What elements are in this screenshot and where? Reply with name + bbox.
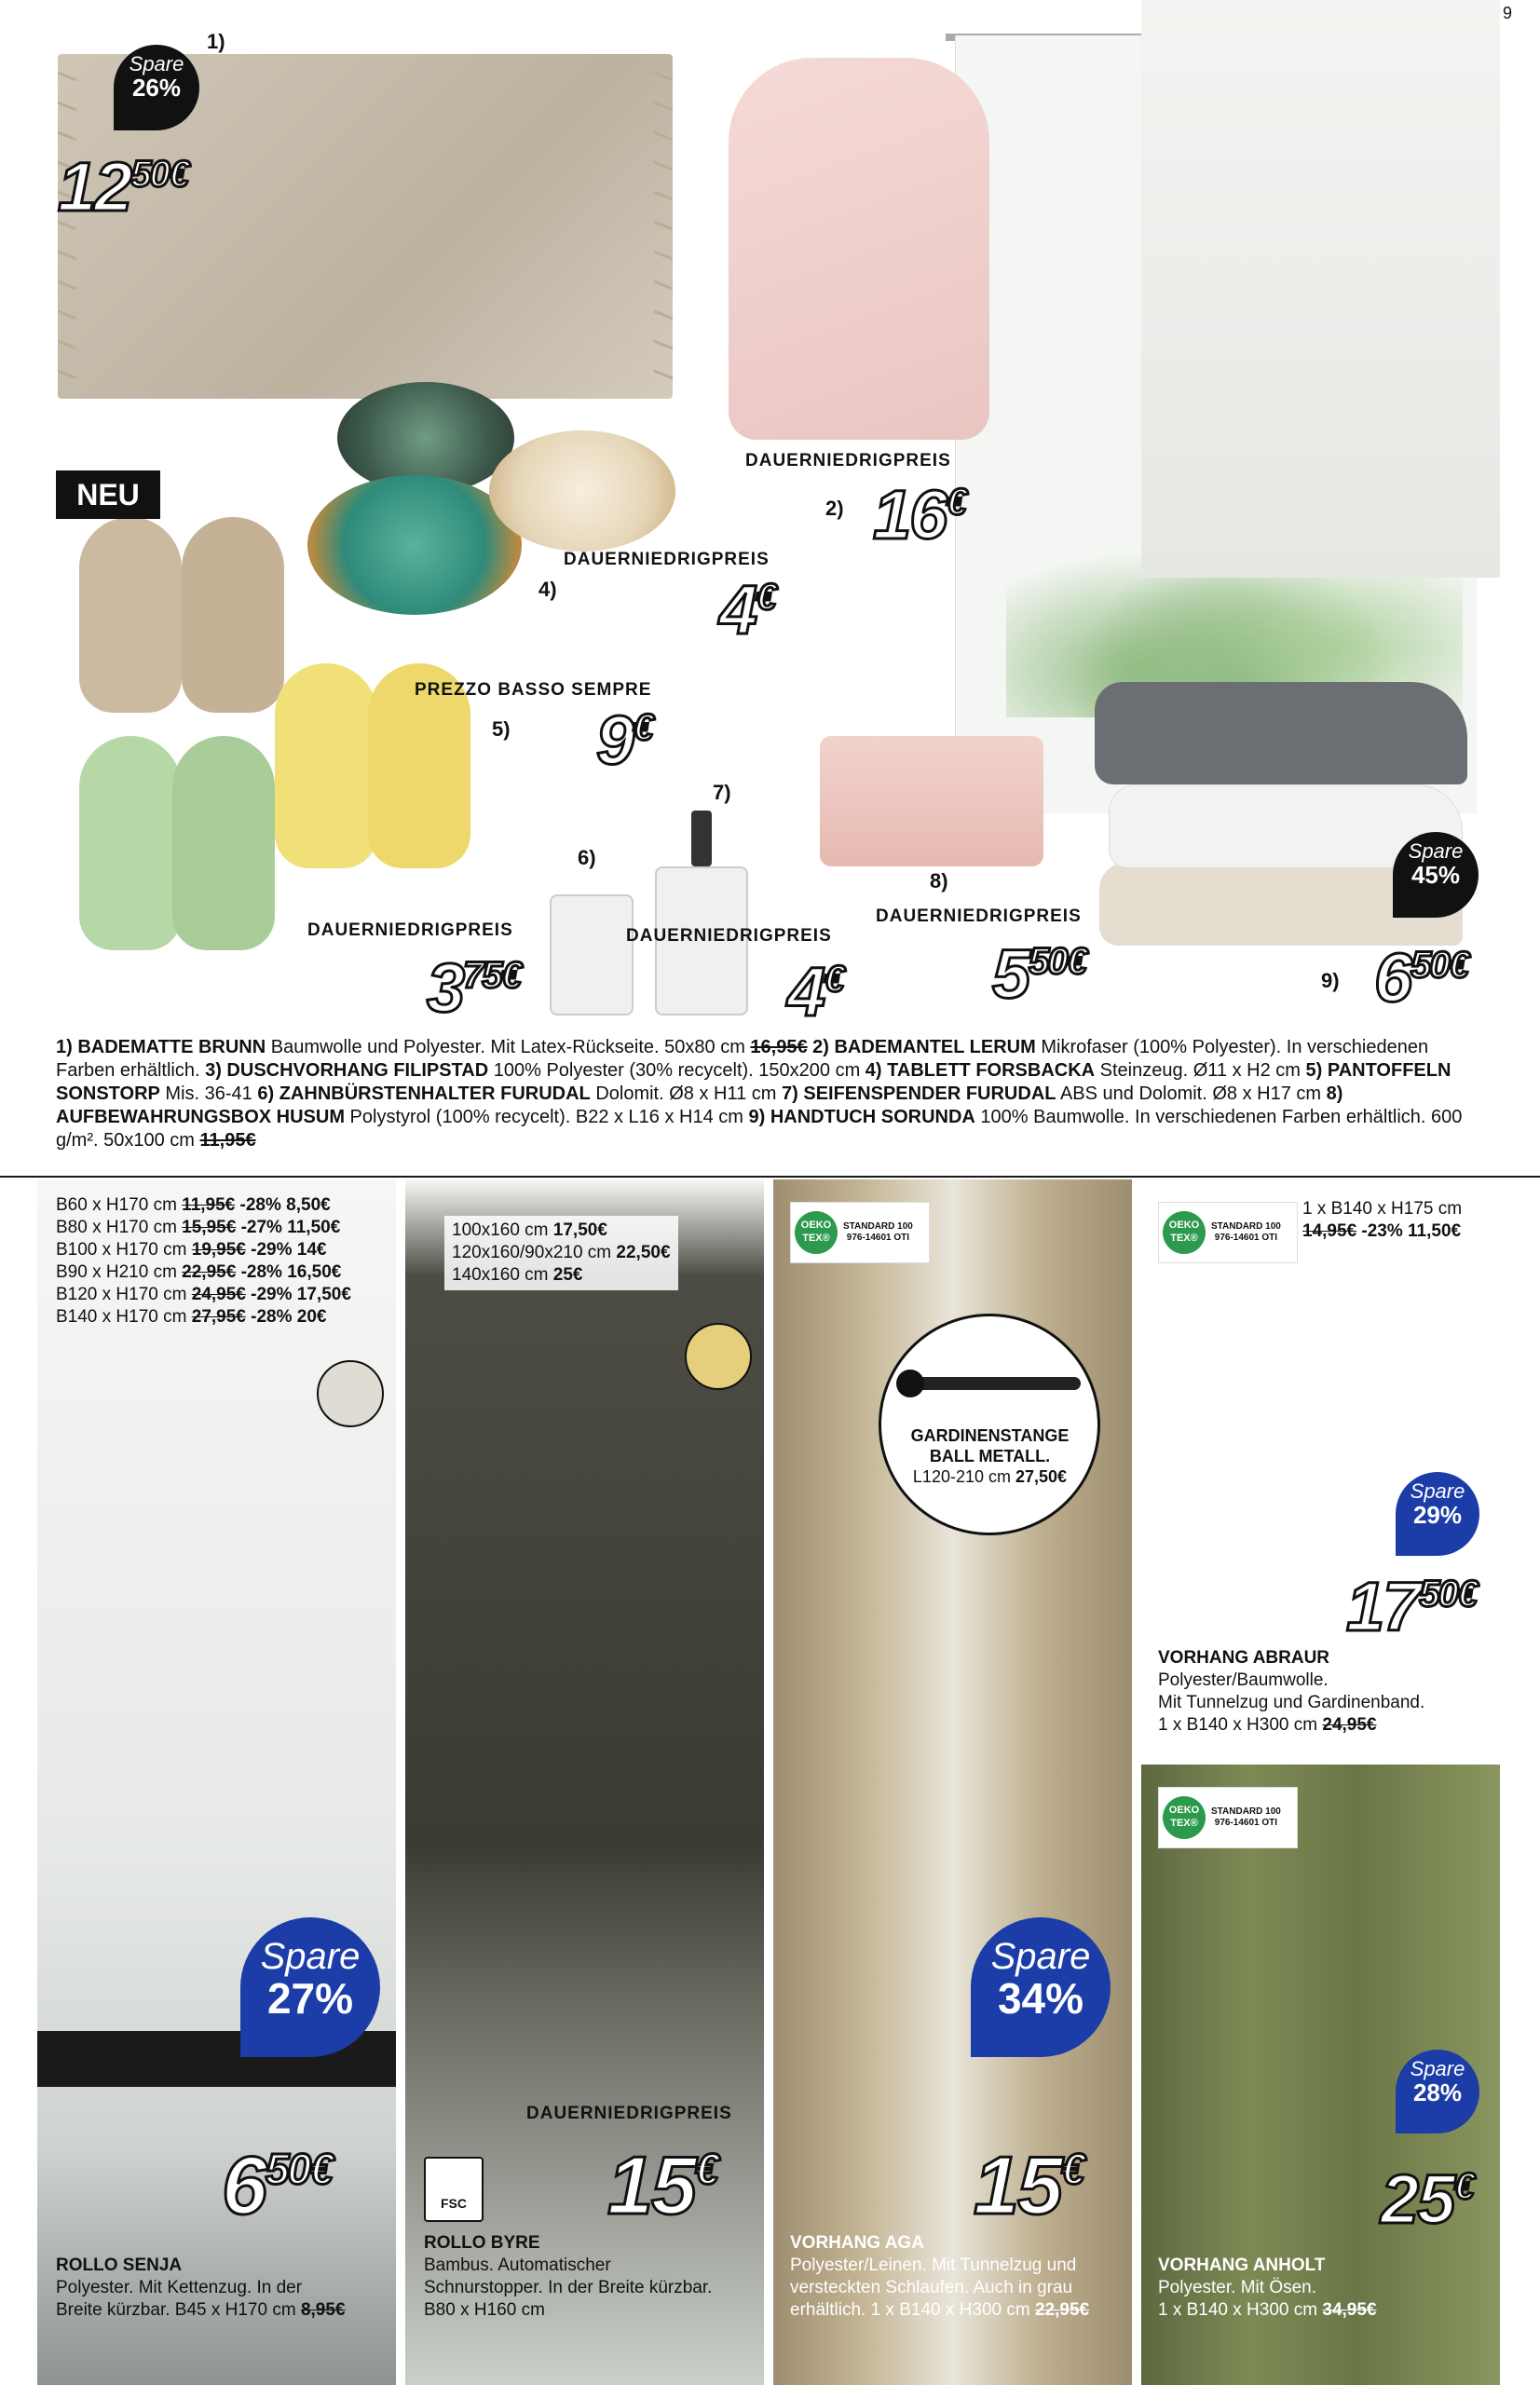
senja-discount-badge bbox=[240, 1917, 380, 2057]
fringe-strand bbox=[58, 132, 76, 140]
size: B60 x H170 cm bbox=[56, 1195, 183, 1215]
tray-price-int: 4 bbox=[719, 571, 756, 648]
spare-word: Spare bbox=[1410, 2057, 1465, 2080]
size: B100 x H170 cm bbox=[56, 1240, 192, 1260]
senja-size-row bbox=[56, 1217, 351, 1239]
price: 22,50€ bbox=[616, 1243, 671, 1262]
byre-line-3: B80 x H160 cm bbox=[424, 2300, 545, 2320]
aga-line-2: versteckten Schlaufen. Auch in grau bbox=[790, 2278, 1073, 2297]
towel-price-frac: 50€ bbox=[1411, 945, 1467, 986]
desc-name-6: 6) ZAHNBÜRSTENHALTER FURUDAL bbox=[252, 1083, 591, 1104]
fringe-strand bbox=[654, 102, 673, 110]
price: 17,50€ bbox=[552, 1220, 607, 1240]
slipper-beige-right[interactable] bbox=[182, 517, 284, 713]
fringe-strand bbox=[58, 102, 76, 110]
curtain-rod-ball bbox=[896, 1370, 924, 1397]
tray-price-frac: € bbox=[756, 577, 775, 618]
fringe-strand bbox=[58, 341, 76, 348]
aga-line-1: Polyester/Leinen. Mit Tunnelzug und bbox=[790, 2256, 1077, 2275]
dispenser-price-frac: € bbox=[824, 959, 843, 1000]
fringe-strand bbox=[58, 73, 76, 80]
abraur-line-1: Polyester/Baumwolle. bbox=[1158, 1670, 1329, 1690]
oeko-tex-label-abraur bbox=[1158, 1202, 1298, 1263]
fringe-strand bbox=[654, 222, 673, 229]
size: 140x160 cm bbox=[452, 1265, 553, 1285]
rug-price-int: 12 bbox=[58, 148, 131, 225]
size: B120 x H170 cm bbox=[56, 1285, 192, 1304]
deal: -29% 14€ bbox=[245, 1240, 327, 1260]
abraur-price-frac: 50€ bbox=[1419, 1574, 1477, 1615]
byre-line-2: Schnurstopper. In der Breite kürzbar. bbox=[424, 2278, 713, 2297]
fringe-strand bbox=[654, 281, 673, 289]
box-label: DAUERNIEDRIGPREIS bbox=[876, 906, 1082, 926]
senja-size-row bbox=[56, 1261, 351, 1284]
abraur-name: VORHANG ABRAUR bbox=[1158, 1648, 1330, 1668]
byre-name: ROLLO BYRE bbox=[424, 2233, 540, 2253]
curtain-rod-info bbox=[890, 1425, 1090, 1487]
tray-cream-image[interactable] bbox=[489, 430, 675, 552]
slipper-yellow-left[interactable] bbox=[275, 663, 377, 868]
fringe-strand bbox=[654, 73, 673, 80]
page-number: 9 bbox=[1502, 4, 1512, 22]
abraur-top-info bbox=[1302, 1198, 1462, 1243]
holder-price bbox=[427, 948, 520, 1028]
anholt-line-2: 1 x B140 x H300 cm bbox=[1158, 2300, 1323, 2320]
old-price: 19,95€ bbox=[191, 1240, 246, 1260]
fringe-strand bbox=[654, 132, 673, 140]
abraur-price bbox=[1346, 1567, 1476, 1646]
byre-size-row bbox=[452, 1242, 671, 1264]
senja-size-row bbox=[56, 1284, 351, 1306]
anholt-price-frac: € bbox=[1453, 2166, 1473, 2207]
oeko-code: 976-14601 OTI bbox=[1214, 1233, 1278, 1243]
senja-price-int: 6 bbox=[222, 2139, 266, 2231]
desc-old-1: 16,95€ bbox=[750, 1037, 808, 1057]
tray-label: DAUERNIEDRIGPREIS bbox=[564, 550, 770, 569]
fringe-strand bbox=[654, 192, 673, 199]
senja-size-row bbox=[56, 1306, 351, 1329]
desc-text-6: Dolomit. Ø8 x H11 cm bbox=[590, 1083, 777, 1104]
section-divider bbox=[0, 1176, 1540, 1178]
byre-label: DAUERNIEDRIGPREIS bbox=[526, 2104, 732, 2123]
towel-grey-image[interactable] bbox=[1095, 682, 1467, 784]
anholt-old-price: 34,95€ bbox=[1322, 2300, 1377, 2320]
rug-price-frac: 50€ bbox=[130, 154, 188, 195]
marker-9: 9) bbox=[1321, 969, 1340, 992]
curtain-rod-inset bbox=[879, 1314, 1100, 1535]
byre-price-frac: € bbox=[694, 2145, 717, 2193]
oeko-tex-logo: OEKO TEX® bbox=[795, 1211, 838, 1254]
holder-price-frac: 75€ bbox=[463, 955, 520, 996]
byre-size-row bbox=[452, 1264, 671, 1287]
desc-text-1: Baumwolle und Polyester. Mit Latex-Rückseite. 50x80 cm bbox=[266, 1037, 751, 1057]
byre-size-list bbox=[444, 1216, 678, 1290]
old-price: 22,95€ bbox=[182, 1262, 237, 1282]
vorhang-abraur-image[interactable] bbox=[1141, 0, 1500, 578]
towel-discount-badge bbox=[1393, 832, 1479, 918]
fringe-strand bbox=[58, 252, 76, 259]
desc-text-7: ABS und Dolomit. Ø8 x H17 cm bbox=[1056, 1083, 1322, 1104]
aga-info bbox=[790, 2232, 1089, 2322]
slipper-beige-left[interactable] bbox=[79, 517, 182, 713]
rod-size: L120-210 cm bbox=[912, 1467, 1015, 1486]
senja-fabric-swatch bbox=[317, 1360, 384, 1427]
oeko-tex-label-anholt bbox=[1158, 1787, 1298, 1848]
deal: -28% 8,50€ bbox=[235, 1195, 331, 1215]
fringe-strand bbox=[58, 371, 76, 378]
deal: -27% 11,50€ bbox=[236, 1218, 341, 1237]
rug-discount-badge bbox=[114, 45, 199, 130]
aga-price-frac: € bbox=[1060, 2145, 1083, 2193]
desc-name-1: 1) BADEMATTE BRUNN bbox=[56, 1037, 266, 1057]
dispenser-price-int: 4 bbox=[787, 953, 825, 1030]
dispenser-pump bbox=[691, 811, 712, 866]
desc-name-3: 3) DUSCHVORHANG FILIPSTAD bbox=[199, 1060, 489, 1081]
fringe-strand bbox=[654, 371, 673, 378]
abraur-discount-pct: 29% bbox=[1412, 1501, 1463, 1529]
desc-name-9: 9) HANDTUCH SORUNDA bbox=[743, 1107, 975, 1127]
robe-price-int: 16 bbox=[873, 476, 947, 553]
byre-line-1: Bambus. Automatischer bbox=[424, 2256, 611, 2275]
desc-old-9: 11,95€ bbox=[199, 1130, 256, 1151]
deal: -28% 16,50€ bbox=[236, 1262, 342, 1282]
towel-price bbox=[1374, 938, 1467, 1017]
abraur-top-old: 14,95€ bbox=[1302, 1221, 1357, 1241]
senja-old-price: 8,95€ bbox=[300, 2300, 346, 2320]
fringe-strand bbox=[654, 252, 673, 259]
byre-info bbox=[424, 2232, 712, 2322]
dispenser-label: DAUERNIEDRIGPREIS bbox=[626, 926, 832, 946]
oeko-tex-logo: OEKO TEX® bbox=[1163, 1211, 1206, 1254]
senja-line-2: Breite kürzbar. B45 x H170 cm bbox=[56, 2300, 301, 2320]
anholt-discount-badge bbox=[1396, 2050, 1479, 2133]
abraur-price-int: 17 bbox=[1346, 1568, 1420, 1645]
box-price bbox=[992, 934, 1085, 1014]
size: B140 x H170 cm bbox=[56, 1307, 192, 1327]
size: B80 x H170 cm bbox=[56, 1218, 183, 1237]
robe-label: DAUERNIEDRIGPREIS bbox=[745, 451, 951, 470]
slipper-green-right[interactable] bbox=[172, 736, 275, 950]
deal: -29% 17,50€ bbox=[245, 1285, 351, 1304]
marker-1: 1) bbox=[207, 30, 225, 53]
desc-text-4: Steinzeug. Ø11 x H2 cm bbox=[1095, 1060, 1301, 1081]
aga-price bbox=[974, 2138, 1083, 2233]
aga-discount-badge bbox=[971, 1917, 1111, 2057]
marker-7: 7) bbox=[713, 781, 731, 804]
oeko-code: 976-14601 OTI bbox=[1214, 1818, 1278, 1828]
box-price-frac: 50€ bbox=[1029, 941, 1085, 982]
senja-size-row bbox=[56, 1194, 351, 1217]
senja-price bbox=[222, 2138, 332, 2233]
fringe-strand bbox=[58, 311, 76, 319]
oeko-standard: STANDARD 100 bbox=[1211, 1221, 1281, 1232]
byre-price bbox=[607, 2138, 716, 2233]
size: B90 x H210 cm bbox=[56, 1262, 183, 1282]
marker-4: 4) bbox=[538, 578, 557, 601]
oeko-standard: STANDARD 100 bbox=[1211, 1806, 1281, 1817]
toothbrush-holder-image[interactable] bbox=[550, 894, 634, 1015]
anholt-info bbox=[1158, 2255, 1377, 2322]
byre-size-row bbox=[452, 1220, 671, 1242]
marker-8: 8) bbox=[930, 869, 948, 893]
towel-price-int: 6 bbox=[1374, 939, 1411, 1016]
fringe-strand bbox=[654, 162, 673, 170]
aga-price-int: 15 bbox=[974, 2139, 1061, 2231]
oeko-tex-logo: OEKO TEX® bbox=[1163, 1796, 1206, 1839]
senja-discount-pct: 27% bbox=[266, 1974, 354, 2023]
slippers-price-int: 9 bbox=[596, 702, 634, 779]
senja-name: ROLLO SENJA bbox=[56, 2256, 183, 2275]
storage-box-image[interactable] bbox=[820, 736, 1043, 866]
senja-line-1: Polyester. Mit Kettenzug. In der bbox=[56, 2278, 303, 2297]
marker-2: 2) bbox=[825, 497, 844, 520]
desc-name-8: 8) AUFBEWAHRUNGSBOX HUSUM bbox=[56, 1083, 1343, 1127]
old-price: 11,95€ bbox=[182, 1195, 236, 1215]
product-descriptions bbox=[56, 1036, 1491, 1152]
spare-word: Spare bbox=[1408, 839, 1464, 863]
byre-price-int: 15 bbox=[607, 2139, 695, 2231]
marker-5: 5) bbox=[492, 717, 511, 741]
aga-old-price: 22,95€ bbox=[1034, 2300, 1090, 2320]
desc-name-5: 5) PANTOFFELN SONSTORP bbox=[56, 1060, 1451, 1104]
desc-text-2: Mikrofaser (100% Polyester). In verschiedenen Farben erhältlich. bbox=[56, 1037, 1429, 1081]
abraur-discount-badge bbox=[1396, 1472, 1479, 1556]
old-price: 15,95€ bbox=[182, 1218, 237, 1237]
desc-text-8: Polystyrol (100% recycelt). B22 x L16 x H14 cm bbox=[345, 1107, 743, 1127]
fsc-logo: FSC bbox=[424, 2157, 484, 2222]
desc-name-7: 7) SEIFENSPENDER FURUDAL bbox=[776, 1083, 1056, 1104]
towel-discount-pct: 45% bbox=[1411, 861, 1461, 889]
oeko-tex-text bbox=[1211, 1221, 1281, 1244]
spare-word: Spare bbox=[1410, 1479, 1465, 1503]
dispenser-price bbox=[787, 952, 842, 1031]
marker-6: 6) bbox=[578, 846, 596, 869]
anholt-name: VORHANG ANHOLT bbox=[1158, 2256, 1326, 2275]
oeko-tex-text bbox=[1211, 1806, 1281, 1829]
aga-line-3: erhältlich. 1 x B140 x H300 cm bbox=[790, 2300, 1035, 2320]
aga-name: VORHANG AGA bbox=[790, 2233, 924, 2253]
abraur-line-2: Mit Tunnelzug und Gardinenband. bbox=[1158, 1693, 1425, 1712]
abraur-info bbox=[1158, 1647, 1424, 1737]
fringe-strand bbox=[654, 341, 673, 348]
anholt-line-1: Polyester. Mit Ösen. bbox=[1158, 2278, 1317, 2297]
spare-word: Spare bbox=[129, 52, 184, 75]
desc-name-2: 2) BADEMANTEL LERUM bbox=[807, 1037, 1036, 1057]
curtain-rod-bar bbox=[899, 1377, 1081, 1390]
abraur-top-deal: -23% 11,50€ bbox=[1356, 1221, 1462, 1241]
desc-name-4: 4) TABLETT FORSBACKA bbox=[860, 1060, 1096, 1081]
desc-text-3: 100% Polyester (30% recycelt). 150x200 cm bbox=[488, 1060, 861, 1081]
abraur-top-size: 1 x B140 x H175 cm bbox=[1302, 1199, 1463, 1219]
oeko-code: 976-14601 OTI bbox=[846, 1233, 910, 1243]
size: 100x160 cm bbox=[452, 1220, 553, 1240]
aga-discount-pct: 34% bbox=[997, 1974, 1084, 2023]
old-price: 27,95€ bbox=[191, 1307, 246, 1327]
anholt-discount-pct: 28% bbox=[1412, 2078, 1463, 2106]
senja-price-frac: 50€ bbox=[265, 2145, 332, 2193]
tray-price bbox=[719, 570, 774, 649]
spare-word: Spare bbox=[260, 1936, 361, 1977]
holder-price-int: 3 bbox=[427, 949, 464, 1027]
rug-discount-pct: 26% bbox=[131, 74, 182, 102]
spare-word: Spare bbox=[990, 1936, 1091, 1977]
size: 120x160/90x210 cm bbox=[452, 1243, 617, 1262]
new-badge: NEU bbox=[56, 470, 160, 519]
anholt-price-int: 25 bbox=[1381, 2160, 1454, 2238]
slipper-green-left[interactable] bbox=[79, 736, 182, 950]
anholt-price bbox=[1381, 2160, 1473, 2239]
slippers-price bbox=[596, 701, 651, 780]
senja-size-list bbox=[56, 1194, 351, 1329]
deal: -28% 20€ bbox=[245, 1307, 327, 1327]
oeko-tex-label-aga bbox=[790, 1202, 930, 1263]
slippers-price-frac: € bbox=[633, 707, 652, 748]
robe-price bbox=[873, 475, 965, 554]
abraur-line-3: 1 x B140 x H300 cm bbox=[1158, 1715, 1323, 1735]
rod-name: GARDINENSTANGE BALL METALL. bbox=[910, 1426, 1070, 1465]
abraur-old-price: 24,95€ bbox=[1322, 1715, 1377, 1735]
senja-size-row bbox=[56, 1239, 351, 1261]
bathrobe-image[interactable] bbox=[729, 58, 989, 440]
holder-label: DAUERNIEDRIGPREIS bbox=[307, 920, 513, 940]
box-price-int: 5 bbox=[992, 935, 1029, 1013]
desc-text-5: Mis. 36-41 bbox=[159, 1083, 252, 1104]
old-price: 24,95€ bbox=[191, 1285, 246, 1304]
oeko-tex-text bbox=[843, 1221, 913, 1244]
oeko-standard: STANDARD 100 bbox=[843, 1221, 913, 1232]
fringe-strand bbox=[654, 311, 673, 319]
price: 25€ bbox=[552, 1265, 583, 1285]
senja-info bbox=[56, 2255, 346, 2322]
rod-price: 27,50€ bbox=[1015, 1467, 1068, 1486]
rug-price bbox=[58, 147, 187, 226]
fringe-strand bbox=[58, 281, 76, 289]
robe-price-frac: € bbox=[946, 482, 965, 523]
byre-fabric-swatch bbox=[685, 1323, 752, 1390]
desc-text-9: 100% Baumwolle. In verschiedenen Farben erhältlich. 600 g/m². 50x100 cm bbox=[56, 1107, 1463, 1151]
slippers-label: PREZZO BASSO SEMPRE bbox=[415, 680, 652, 700]
